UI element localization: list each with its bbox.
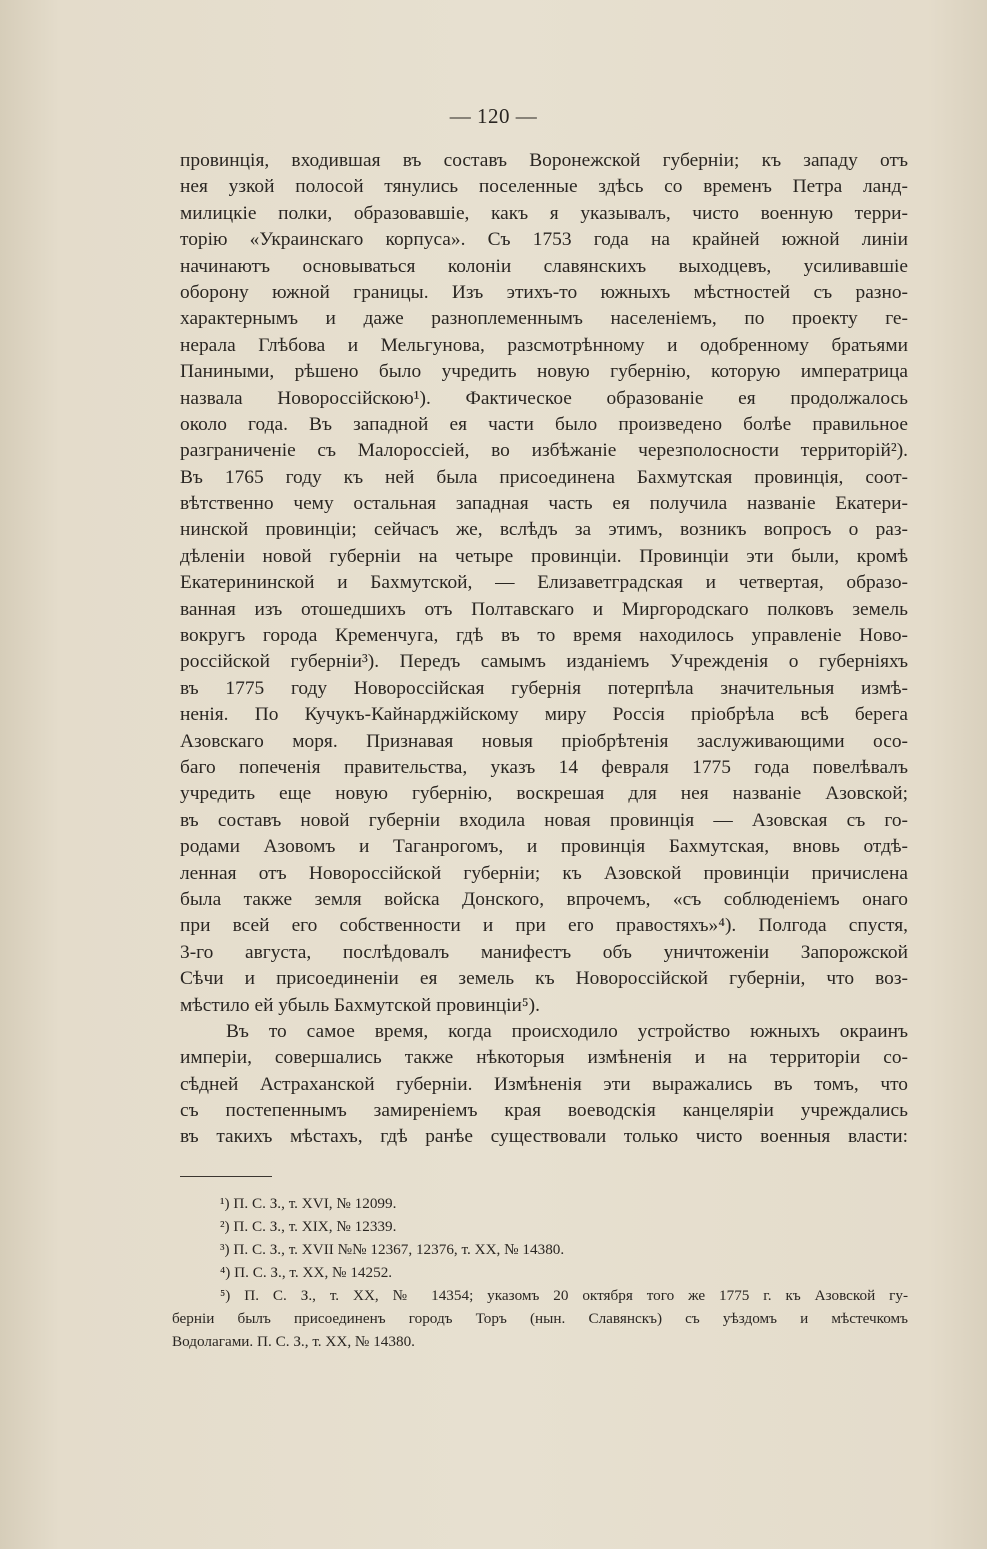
text-line: милицкіе полки, образовавшіе, какъ я указывалъ, чисто военную терри- bbox=[180, 202, 908, 224]
text-line: оборону южной границы. Изъ этихъ-то южныхъ мѣстностей съ разно- bbox=[180, 281, 908, 303]
text-line: въ такихъ мѣстахъ, гдѣ ранѣе существовали только чисто военныя власти: bbox=[180, 1126, 908, 1148]
text-line: съ постепеннымъ замиреніемъ края воеводскія канцеляріи учреждались bbox=[180, 1100, 908, 1122]
text-line: провинція, входившая въ составъ Воронежской губерніи; къ западу отъ bbox=[180, 150, 908, 171]
text-line: дѣленіи новой губерніи на четыре провинціи. Провинціи эти были, кромѣ bbox=[180, 545, 908, 567]
text-line: мѣстило ей убыль Бахмутской провинціи⁵). bbox=[180, 994, 540, 1016]
text-line: учредить еще новую губернію, воскрешая для нея названіе Азовской; bbox=[180, 783, 908, 805]
footnote: берніи былъ присоединенъ городъ Торъ (нын. Славянскъ) съ уѣздомъ и мѣстечкомъ bbox=[172, 1310, 908, 1327]
footnote: ¹) П. С. З., т. XVI, № 12099. bbox=[220, 1195, 397, 1212]
text-line: въ 1775 году Новороссійская губернія потерпѣла значительныя измѣ- bbox=[180, 677, 908, 699]
text-line: Въ 1765 году къ ней была присоединена Бахмутская провинція, соот- bbox=[180, 466, 908, 488]
text-line: нерала Глѣбова и Мельгунова, разсмотрѣнному и одобренному братьями bbox=[180, 334, 908, 356]
text-line: при всей его собственности и при его правостяхъ»⁴). Полгода спустя, bbox=[180, 915, 908, 937]
text-line: Паниными, рѣшено было учредить новую губернію, которую императрица bbox=[180, 361, 908, 383]
text-line: начинаютъ основываться колоніи славянскихъ выходцевъ, усиливавшіе bbox=[180, 255, 908, 277]
text-line: характернымъ и даже разноплеменнымъ населеніемъ, по проекту ге- bbox=[180, 308, 908, 330]
text-line: 3-го августа, послѣдовалъ манифестъ объ уничтоженіи Запорожской bbox=[180, 941, 908, 963]
text-line: около года. Въ западной ея части было произведено болѣе правильное bbox=[180, 413, 908, 435]
text-line: имперіи, совершались также нѣкоторыя измѣненія и на территоріи со- bbox=[180, 1047, 908, 1069]
footnote: ³) П. С. З., т. XVII №№ 12367, 12376, т. XX, № 14380. bbox=[220, 1241, 565, 1258]
text-line: россійской губерніи³). Передъ самымъ изданіемъ Учрежденія о губерніяхъ bbox=[180, 651, 908, 673]
footnote-separator bbox=[180, 1176, 272, 1177]
text-line: баго попеченія правительства, указъ 14 февраля 1775 года повелѣвалъ bbox=[180, 756, 908, 778]
text-line: Сѣчи и присоединеніи ея земель къ Новороссійской губерніи, что воз- bbox=[180, 968, 908, 990]
text-line: вокругъ города Кременчуга, гдѣ въ то время находилось управленіе Ново- bbox=[180, 625, 908, 647]
text-line: Екатерининской и Бахмутской, — Елизаветградская и четвертая, образо- bbox=[180, 572, 908, 594]
text-line: нея узкой полосой тянулись поселенные здѣсь со временъ Петра ланд- bbox=[180, 176, 908, 198]
text-line: вѣтственно чему остальная западная часть ея получила названіе Екатери- bbox=[180, 493, 908, 515]
footnote: ⁴) П. С. З., т. XX, № 14252. bbox=[220, 1264, 393, 1281]
main-text bbox=[180, 148, 908, 1151]
footnote: Водолагами. П. С. З., т. XX, № 14380. bbox=[172, 1333, 415, 1350]
text-line: ненія. По Кучукъ-Кайнарджійскому миру Россія пріобрѣла всѣ берега bbox=[180, 704, 908, 726]
text-line: сѣдней Астраханской губерніи. Измѣненія эти выражались въ томъ, что bbox=[180, 1073, 908, 1095]
text-line: въ составъ новой губерніи входила новая провинція — Азовская съ го- bbox=[180, 809, 908, 831]
footnote: ²) П. С. З., т. XIX, № 12339. bbox=[220, 1218, 397, 1235]
text-line: разграниченіе съ Малороссіей, во избѣжаніе черезполосности территорій²). bbox=[180, 440, 908, 462]
text-line: торію «Украинскаго корпуса». Съ 1753 года на крайней южной линіи bbox=[180, 229, 908, 251]
text-line: была также земля войска Донского, впрочемъ, «съ соблюденіемъ онаго bbox=[180, 888, 908, 910]
text-line: ванная изъ отошедшихъ отъ Полтавскаго и Миргородскаго полковъ земель bbox=[180, 598, 908, 620]
text-line: Въ то самое время, когда происходило устройство южныхъ окраинъ bbox=[226, 1020, 908, 1042]
text-line: ленная отъ Новороссійской губерніи; къ Азовской провинціи причислена bbox=[180, 862, 908, 884]
text-line: родами Азовомъ и Таганрогомъ, и провинція Бахмутская, вновь отдѣ- bbox=[180, 836, 908, 858]
text-line: Азовскаго моря. Признавая новыя пріобрѣтенія заслуживающими осо- bbox=[180, 730, 908, 752]
text-line: назвала Новороссійскою¹). Фактическое образованіе ея продолжалось bbox=[180, 387, 908, 409]
footnotes bbox=[172, 1192, 908, 1353]
page-number: — 120 — bbox=[449, 104, 538, 128]
text-line: нинской провинціи; сейчасъ же, вслѣдъ за этимъ, возникъ вопросъ о раз- bbox=[180, 519, 908, 541]
footnote: ⁵) П. С. З., т. XX, № 14354; указомъ 20 октября того же 1775 г. къ Азовской гу- bbox=[220, 1287, 908, 1304]
